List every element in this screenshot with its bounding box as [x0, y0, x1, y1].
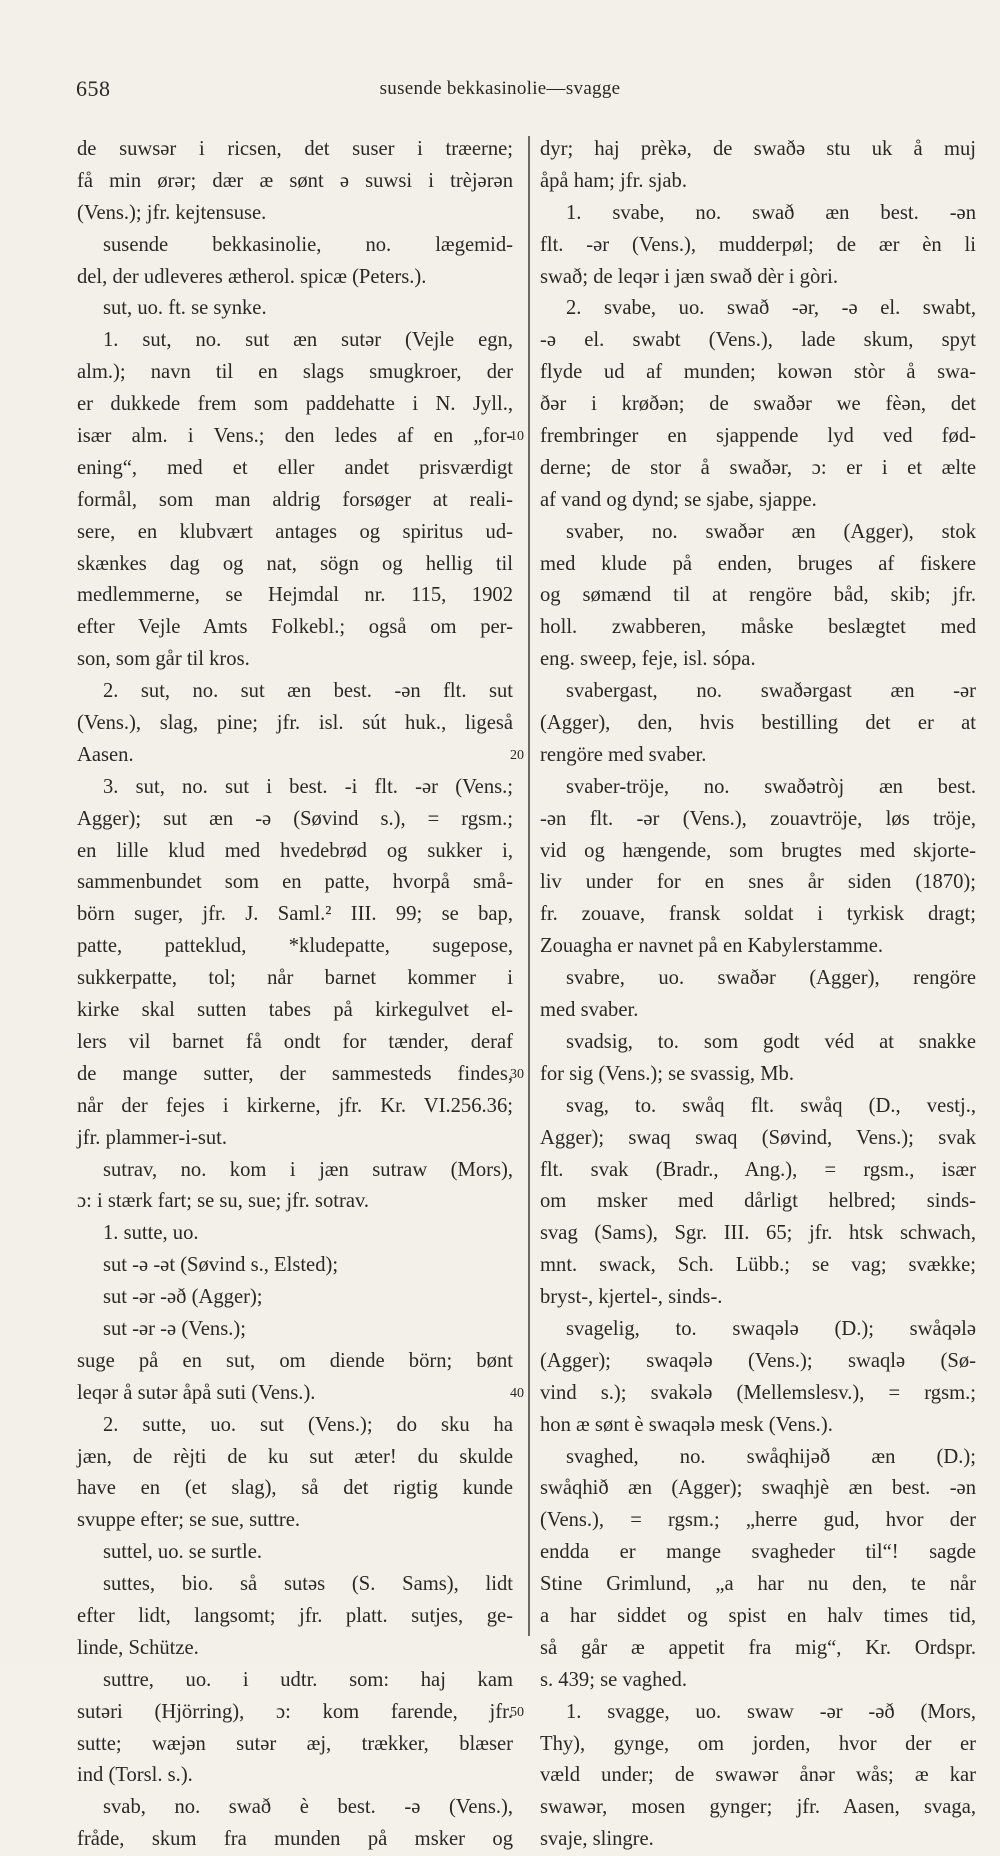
text-line	[540, 1505, 976, 1537]
line-text: Agger); sut æn -ə (Søvind s.), = rgsm.;	[77, 807, 513, 830]
line-number: 50	[510, 1705, 524, 1721]
text-line	[540, 1250, 976, 1282]
text-line	[77, 549, 513, 581]
line-text: 1. sut, no. sut æn sutər (Vejle egn,	[103, 329, 513, 352]
text-line	[540, 1186, 976, 1218]
text-line	[540, 517, 976, 549]
text-line	[540, 1155, 976, 1187]
line-number: 10	[510, 429, 524, 445]
text-line	[540, 836, 976, 868]
line-text: liv under for en snes år siden (1870);	[540, 871, 976, 894]
text-line	[77, 1505, 513, 1537]
line-text: sut -ər -ə (Vens.);	[103, 1317, 246, 1340]
text-line	[77, 867, 513, 899]
line-text: efter Vejle Amts Folkebl.; også om per-	[77, 616, 513, 639]
line-text: 2. svabe, uo. swað -ər, -ə el. swabt,	[566, 297, 976, 320]
line-text: kirke skal sutten tabes på kirkegulvet el-	[77, 999, 513, 1022]
text-line	[77, 1282, 513, 1314]
text-line	[77, 1760, 513, 1792]
line-text: de mange sutter, der sammesteds findes,	[77, 1062, 513, 1085]
line-text: åpå ham; jfr. sjab.	[540, 169, 687, 192]
line-text: (Agger); swaqələ (Vens.); swaqlə (Sø-	[540, 1349, 976, 1372]
text-line	[77, 772, 513, 804]
text-line	[540, 1824, 976, 1856]
line-text: med svaber.	[540, 999, 639, 1022]
text-line	[77, 899, 513, 931]
line-text: fråde, skum fra munden på msker og	[77, 1828, 513, 1851]
text-line	[540, 1282, 976, 1314]
line-text: svuppe efter; se sue, suttre.	[77, 1509, 301, 1532]
line-text: frembringer en sjappende lyd ved fød-	[540, 425, 976, 448]
line-text: 1. sutte, uo.	[103, 1222, 199, 1245]
line-text: svabre, uo. swaðər (Agger), rengöre	[566, 967, 976, 990]
text-line	[540, 1569, 976, 1601]
line-text: sammenbundet som en patte, hvorpå små-	[77, 871, 513, 894]
line-text: (Vens.), = rgsm.; „herre gud, hvor der	[540, 1509, 976, 1532]
line-text: s. 439; se vaghed.	[540, 1668, 687, 1691]
line-text: rengöre med svaber.	[540, 743, 707, 766]
line-text: sere, en klubvært antages og spiritus ud-	[77, 520, 513, 543]
line-text: ðər i krøðən; de swaðər we fèən, det	[540, 393, 976, 416]
line-text: linde, Schütze.	[77, 1636, 199, 1659]
text-line	[77, 1569, 513, 1601]
line-text: (Vens.), slag, pine; jfr. isl. sút huk., ligeså	[77, 712, 513, 735]
line-text: væld under; de swawər ånər wås; æ kar	[540, 1764, 976, 1787]
text-line	[77, 325, 513, 357]
text-line	[540, 134, 976, 166]
text-line	[77, 1378, 513, 1410]
text-line	[77, 198, 513, 230]
text-line	[540, 1442, 976, 1474]
line-text: suttel, uo. se surtle.	[103, 1541, 263, 1564]
line-text: lers vil barnet få ondt for tænder, deraf	[77, 1030, 513, 1053]
line-text: flt. svak (Bradr., Ang.), = rgsm., især	[540, 1158, 976, 1181]
text-line	[540, 1697, 976, 1729]
text-line	[77, 612, 513, 644]
line-text: derne; de stor å swaðər, ɔ: er i et ælte	[540, 456, 976, 479]
text-line	[77, 389, 513, 421]
line-text: (Vens.); jfr. kejtensuse.	[77, 201, 267, 224]
line-text: en lille klud med hvedebrød og sukker i,	[77, 839, 513, 862]
text-line	[77, 1601, 513, 1633]
line-text: sut -ər -əð (Agger);	[103, 1286, 263, 1309]
line-text: 1. svagge, uo. swaw -ər -əð (Mors,	[566, 1700, 976, 1723]
text-line	[540, 325, 976, 357]
text-line	[540, 1378, 976, 1410]
text-line	[77, 1665, 513, 1697]
text-line	[77, 421, 513, 453]
text-line	[77, 453, 513, 485]
line-text: 3. sut, no. sut i best. -i flt. -ər (Vens.;	[103, 775, 513, 798]
line-text: ɔ: i stærk fart; se su, sue; jfr. sotrav.	[77, 1190, 370, 1213]
line-text: suge på en sut, om diende börn; bønt	[77, 1349, 513, 1372]
text-line	[540, 421, 976, 453]
line-text: skænkes dag og nat, sögn og hellig til	[77, 552, 513, 575]
text-line	[77, 357, 513, 389]
line-text: svaje, slingre.	[540, 1828, 654, 1851]
text-line	[540, 1123, 976, 1155]
text-line	[77, 1729, 513, 1761]
text-line	[540, 1410, 976, 1442]
line-text: a har siddet og spist en halv times tid,	[540, 1604, 976, 1627]
line-text: sutrav, no. kom i jæn sutraw (Mors),	[103, 1158, 513, 1181]
running-head: susende bekkasinolie—svagge	[379, 78, 621, 99]
line-text: 1. svabe, no. swað æn best. -ən	[566, 201, 976, 224]
text-line	[540, 644, 976, 676]
text-line	[540, 357, 976, 389]
text-line	[540, 1346, 976, 1378]
text-line	[540, 453, 976, 485]
text-line	[540, 1027, 976, 1059]
text-line	[77, 1250, 513, 1282]
line-text: de suwsər i ricsen, det suser i træerne;	[77, 138, 513, 160]
text-line	[540, 708, 976, 740]
line-text: sut -ə -ət (Søvind s., Elsted);	[103, 1254, 339, 1277]
line-text: Aasen.	[77, 743, 134, 766]
text-line	[540, 1601, 976, 1633]
text-line	[540, 485, 976, 517]
text-line	[77, 1218, 513, 1250]
line-text: svaghed, no. swåqhijəð æn (D.);	[566, 1445, 976, 1468]
line-text: jæn, de rèjti de ku sut æter! du skulde	[77, 1445, 513, 1468]
line-text: patte, patteklud, *kludepatte, sugepose,	[77, 935, 513, 958]
text-line	[77, 230, 513, 262]
line-text: sutte; wæjən sutər æj, trækker, blæser	[77, 1732, 513, 1755]
line-text: swåqhið æn (Agger); swaqhjè æn best. -ən	[540, 1477, 976, 1500]
text-line	[77, 1314, 513, 1346]
text-line	[77, 1155, 513, 1187]
text-line	[77, 262, 513, 294]
text-line	[77, 1059, 513, 1091]
text-line	[77, 485, 513, 517]
text-line	[77, 708, 513, 740]
text-line	[540, 676, 976, 708]
line-text: når der fejes i kirkerne, jfr. Kr. VI.256.36;	[77, 1094, 513, 1117]
text-line	[540, 995, 976, 1027]
line-text: så går æ appetit fra mig“, Kr. Ordspr.	[540, 1636, 976, 1659]
text-line	[540, 1792, 976, 1824]
text-line	[77, 580, 513, 612]
line-text: swað; de leqər i jæn swað dèr i gòri.	[540, 265, 838, 288]
text-line	[540, 198, 976, 230]
line-text: svadsig, to. som godt véd at snakke	[566, 1030, 976, 1053]
text-line	[540, 1729, 976, 1761]
line-text: svaber-tröje, no. swaðətròj æn best.	[566, 775, 976, 798]
line-text: Stine Grimlund, „a har nu den, te når	[540, 1573, 976, 1596]
text-line	[540, 1633, 976, 1665]
line-text: -ə el. swabt (Vens.), lade skum, spyt	[540, 329, 976, 352]
line-text: svag, to. swåq flt. swåq (D., vestj.,	[566, 1094, 976, 1117]
text-line	[540, 230, 976, 262]
page-number: 658	[76, 76, 111, 101]
text-line	[540, 262, 976, 294]
text-line	[540, 1665, 976, 1697]
text-line	[540, 1537, 976, 1569]
line-text: ind (Torsl. s.).	[77, 1764, 193, 1787]
text-line	[77, 1473, 513, 1505]
line-text: bryst-, kjertel-, sinds-.	[540, 1286, 723, 1309]
text-line	[77, 931, 513, 963]
text-line	[77, 517, 513, 549]
text-line	[77, 740, 513, 772]
line-text: svag (Sams), Sgr. III. 65; jfr. htsk schwach,	[540, 1222, 976, 1245]
text-line	[77, 995, 513, 1027]
line-text: medlemmerne, se Hejmdal nr. 115, 1902	[77, 584, 513, 607]
text-line	[77, 1186, 513, 1218]
line-text: og sømænd til at rengöre båd, skib; jfr.	[540, 584, 976, 607]
line-text: leqər å sutər åpå suti (Vens.).	[77, 1381, 316, 1404]
line-text: 2. sut, no. sut æn best. -ən flt. sut	[103, 680, 513, 703]
line-text: del, der udleveres ætherol. spicæ (Peters.).	[77, 265, 427, 288]
text-line	[540, 1218, 976, 1250]
line-number: 20	[510, 748, 524, 764]
text-line	[540, 1059, 976, 1091]
text-line	[77, 1537, 513, 1569]
text-line	[77, 1792, 513, 1824]
line-text: dyr; haj prèkə, de swaðə stu uk å muj	[540, 138, 976, 160]
line-text: om msker med dårligt helbred; sinds-	[540, 1190, 976, 1213]
text-line	[77, 1091, 513, 1123]
line-text: fr. zouave, fransk soldat i tyrkisk dragt;	[540, 903, 976, 926]
line-text: er dukkede frem som paddehatte i N. Jyll.,	[77, 393, 513, 416]
text-line	[540, 804, 976, 836]
line-text: eng. sweep, feje, isl. sópa.	[540, 648, 756, 671]
line-text: svabergast, no. swaðərgast æn -ər	[566, 680, 976, 703]
line-number: 40	[510, 1386, 524, 1402]
line-text: ening“, med et eller andet prisværdigt	[77, 456, 513, 479]
line-text: 2. sutte, uo. sut (Vens.); do sku ha	[103, 1413, 513, 1436]
line-number: 30	[510, 1067, 524, 1083]
line-text: -ən flt. -ər (Vens.), zouavtröje, løs tröje,	[540, 807, 976, 830]
line-text: efter lidt, langsomt; jfr. platt. sutjes, ge-	[77, 1604, 513, 1627]
line-text: holl. zwabberen, måske beslægtet med	[540, 616, 976, 639]
text-line	[77, 1410, 513, 1442]
line-text: flyde ud af munden; kowən stòr å swa-	[540, 361, 976, 384]
line-text: af vand og dynd; se sjabe, sjappe.	[540, 488, 817, 511]
text-line	[540, 899, 976, 931]
line-text: flt. -ər (Vens.), mudderpøl; de ær èn li	[540, 233, 976, 256]
line-text: for sig (Vens.); se svassig, Mb.	[540, 1062, 794, 1085]
line-text: mnt. swack, Sch. Lübb.; se vag; svække;	[540, 1254, 976, 1277]
line-text: susende bekkasinolie, no. lægemid-	[103, 233, 513, 256]
line-text: endda er mange svagheder til“! sagde	[540, 1541, 976, 1564]
line-text: sutəri (Hjörring), ɔ: kom farende, jfr.	[77, 1700, 513, 1723]
text-line	[77, 166, 513, 198]
line-text: jfr. plammer-i-sut.	[77, 1126, 227, 1149]
text-line	[540, 867, 976, 899]
text-line	[540, 1314, 976, 1346]
line-text: få min ørər; dær æ sønt ə suwsi i trèjərən	[77, 169, 513, 192]
text-line	[77, 1027, 513, 1059]
text-line	[540, 963, 976, 995]
line-text: svaber, no. swaðər æn (Agger), stok	[566, 520, 976, 543]
line-text: have en (et slag), så det rigtig kunde	[77, 1477, 513, 1500]
line-text: swawər, mosen gynger; jfr. Aasen, svaga,	[540, 1796, 976, 1819]
text-line	[77, 1346, 513, 1378]
text-line	[77, 1697, 513, 1729]
line-text: svab, no. swað è best. -ə (Vens.),	[103, 1796, 513, 1819]
text-line	[540, 580, 976, 612]
line-text: sut, uo. ft. se synke.	[103, 297, 267, 320]
text-line	[540, 293, 976, 325]
text-line	[77, 836, 513, 868]
text-line	[540, 166, 976, 198]
text-line	[77, 963, 513, 995]
text-line	[540, 389, 976, 421]
text-line	[77, 1442, 513, 1474]
line-text: svagelig, to. swaqələ (D.); swåqələ	[566, 1317, 976, 1340]
line-text: Agger); swaq swaq (Søvind, Vens.); svak	[540, 1126, 976, 1149]
line-text: med klude på enden, bruges af fiskere	[540, 552, 976, 575]
text-line	[540, 1760, 976, 1792]
text-line	[77, 1824, 513, 1856]
column-divider	[528, 136, 530, 1636]
text-line	[540, 1473, 976, 1505]
text-line	[77, 644, 513, 676]
line-text: Zouagha er navnet på en Kabylerstamme.	[540, 935, 884, 958]
text-line	[540, 740, 976, 772]
text-line	[540, 549, 976, 581]
line-text: især alm. i Vens.; den ledes af en „for-	[77, 425, 513, 448]
line-text: alm.); navn til en slags smugkroer, der	[77, 361, 513, 384]
line-text: Thy), gynge, om jorden, hvor der er	[540, 1732, 976, 1755]
text-line	[540, 772, 976, 804]
line-text: suttre, uo. i udtr. som: haj kam	[103, 1668, 513, 1691]
text-line	[540, 931, 976, 963]
text-line	[77, 293, 513, 325]
line-text: hon æ sønt è swaqələ mesk (Vens.).	[540, 1413, 833, 1436]
text-line	[77, 134, 513, 166]
line-text: son, som går til kros.	[77, 648, 250, 671]
text-line	[540, 1091, 976, 1123]
text-line	[77, 1123, 513, 1155]
line-text: sukkerpatte, tol; når barnet kommer i	[77, 967, 513, 990]
left-column	[77, 134, 513, 1856]
text-line	[77, 676, 513, 708]
line-text: formål, som man aldrig forsøger at reali-	[77, 488, 513, 511]
line-text: suttes, bio. så sutəs (S. Sams), lidt	[103, 1573, 513, 1596]
line-text: vid og hængende, som brugtes med skjorte-	[540, 839, 976, 862]
line-text: börn suger, jfr. J. Saml.² III. 99; se bap,	[77, 903, 513, 926]
text-line	[77, 1633, 513, 1665]
text-line	[540, 612, 976, 644]
right-column	[540, 134, 976, 1856]
line-text: (Agger), den, hvis bestilling det er at	[540, 712, 976, 735]
line-text: vind s.); svakələ (Mellemslesv.), = rgsm.;	[540, 1381, 976, 1404]
text-line	[77, 804, 513, 836]
